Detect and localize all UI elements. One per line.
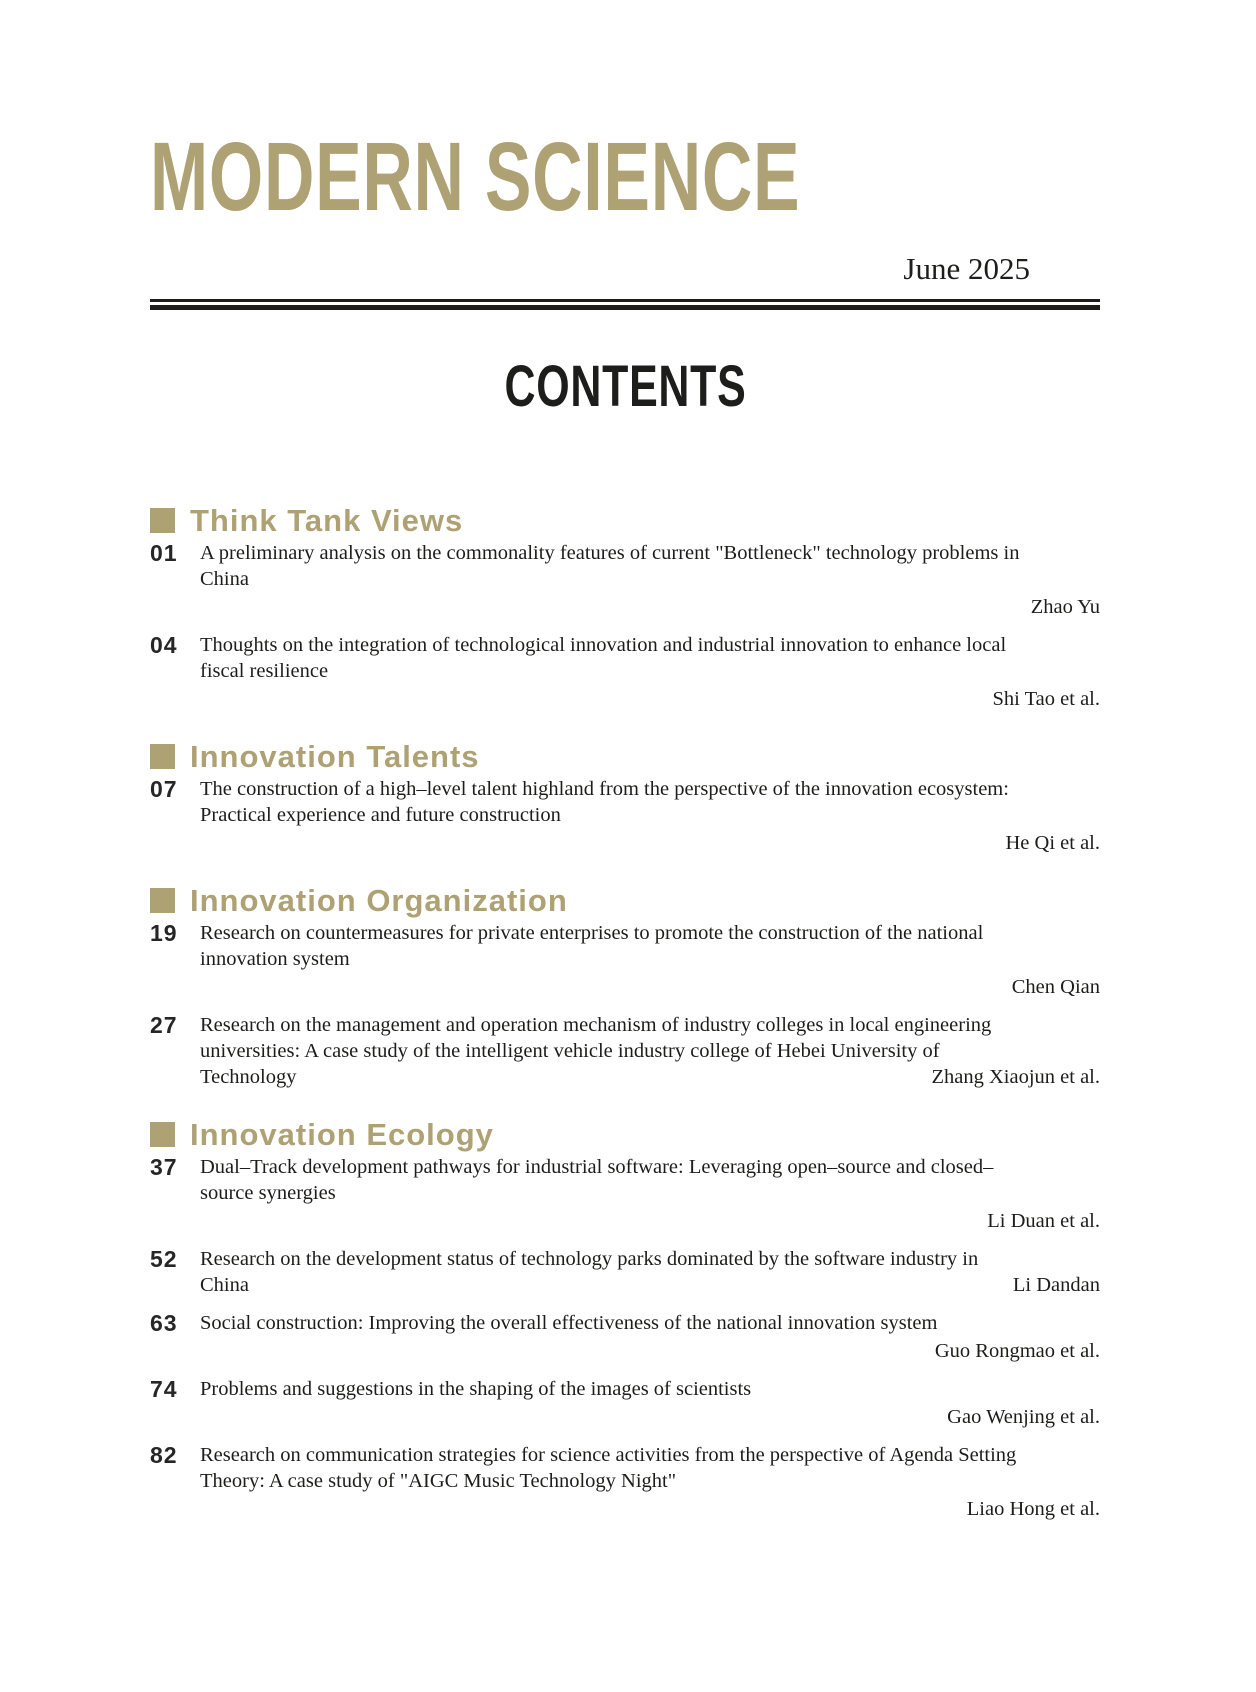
toc-entry (150, 1154, 1100, 1234)
toc-entry (150, 1246, 1100, 1298)
section-heading (150, 1116, 1100, 1152)
header-divider-thin-rule (150, 299, 1100, 302)
entry-body (200, 632, 1100, 712)
entry-body (200, 1310, 1100, 1364)
entry-body (200, 1246, 1100, 1298)
entry-title-line: fiscal resilience (200, 659, 329, 682)
entry-body (200, 1442, 1100, 1522)
entry-author: Chen Qian (1011, 975, 1100, 998)
entry-page-number: 82 (150, 1441, 178, 1468)
contents-heading (150, 353, 1100, 419)
entry-author: Zhao Yu (1030, 595, 1100, 618)
entry-title-line: Research on communication strategies for science activities from the perspective of Agenda Setting (200, 1443, 1017, 1466)
journal-header (150, 122, 1100, 310)
toc-entry (150, 540, 1100, 620)
entry-author: Li Duan et al. (987, 1209, 1100, 1232)
entry-title-line: The construction of a high–level talent highland from the perspective of the innovation ecosystem: (200, 777, 1009, 800)
entry-title-line: Technology (200, 1065, 297, 1088)
section-bullet-square-icon (150, 888, 175, 913)
section-bullet-square-icon (150, 1122, 175, 1147)
entry-author: Liao Hong et al. (966, 1497, 1100, 1520)
entry-page-number: 07 (150, 775, 178, 802)
entry-page-number: 37 (150, 1153, 178, 1180)
entry-page-number: 04 (150, 631, 178, 658)
entry-author: He Qi et al. (1005, 831, 1100, 854)
toc-entry (150, 1376, 1100, 1430)
issue-date: June 2025 (903, 251, 1030, 286)
toc-section-innovation-talents (150, 738, 1100, 856)
section-bullet-square-icon (150, 508, 175, 533)
entry-title-line: A preliminary analysis on the commonality features of current "Bottleneck" technology problems in (200, 541, 1020, 564)
entry-title-line: Theory: A case study of "AIGC Music Technology Night" (200, 1469, 677, 1492)
toc-entry (150, 632, 1100, 712)
entry-title-line: Social construction: Improving the overall effectiveness of the national innovation system (200, 1311, 938, 1334)
toc-entry (150, 776, 1100, 856)
entry-author: Guo Rongmao et al. (934, 1339, 1100, 1362)
toc-entry (150, 1012, 1100, 1090)
entry-title-line: innovation system (200, 947, 350, 970)
toc-entry (150, 1310, 1100, 1364)
contents-list (150, 502, 1100, 1522)
entry-page-number: 27 (150, 1011, 178, 1038)
section-heading (150, 502, 1100, 538)
section-title: Think Tank Views (190, 502, 464, 538)
section-title: Innovation Ecology (190, 1116, 494, 1152)
entry-body (200, 1154, 1100, 1234)
entry-title-line: Problems and suggestions in the shaping of the images of scientists (200, 1377, 752, 1400)
section-title: Innovation Organization (190, 882, 568, 918)
entry-title-line: universities: A case study of the intelligent vehicle industry college of Hebei University of (200, 1039, 940, 1062)
section-bullet-square-icon (150, 744, 175, 769)
journal-title: MODERN SCIENCE (150, 122, 801, 231)
entry-body (200, 1012, 1100, 1090)
entry-body (200, 920, 1100, 1000)
toc-section-innovation-ecology (150, 1116, 1100, 1522)
entry-title-line: Research on the development status of technology parks dominated by the software industry in (200, 1247, 979, 1270)
header-divider-thick-rule (150, 305, 1100, 310)
entry-title-line: Practical experience and future construction (200, 803, 561, 826)
entry-title-line: China (200, 1273, 249, 1296)
entry-title-line: source synergies (200, 1181, 336, 1204)
contents-heading-text: CONTENTS (504, 353, 746, 419)
entry-title-line: Thoughts on the integration of technological innovation and industrial innovation to enhance local (200, 633, 1007, 656)
entry-page-number: 63 (150, 1309, 178, 1336)
toc-entry (150, 1442, 1100, 1522)
entry-author: Shi Tao et al. (992, 687, 1100, 710)
toc-section-think-tank-views (150, 502, 1100, 712)
entry-page-number: 74 (150, 1375, 178, 1402)
entry-title-line: Research on the management and operation mechanism of industry colleges in local engineering (200, 1013, 992, 1036)
entry-author: Li Dandan (1012, 1273, 1100, 1296)
section-heading (150, 738, 1100, 774)
entry-author: Gao Wenjing et al. (947, 1405, 1100, 1428)
entry-title-line: Dual–Track development pathways for industrial software: Leveraging open–source and closed– (200, 1155, 994, 1178)
entry-body (200, 776, 1100, 856)
entry-body (200, 540, 1100, 620)
entry-author: Zhang Xiaojun et al. (931, 1065, 1100, 1088)
entry-title-line: Research on countermeasures for private enterprises to promote the construction of the national (200, 921, 984, 944)
section-heading (150, 882, 1100, 918)
section-title: Innovation Talents (190, 738, 480, 774)
entry-page-number: 52 (150, 1245, 178, 1272)
entry-page-number: 19 (150, 919, 178, 946)
toc-entry (150, 920, 1100, 1000)
entry-page-number: 01 (150, 539, 178, 566)
entry-title-line: China (200, 567, 249, 590)
entry-body (200, 1376, 1100, 1430)
toc-section-innovation-organization (150, 882, 1100, 1090)
